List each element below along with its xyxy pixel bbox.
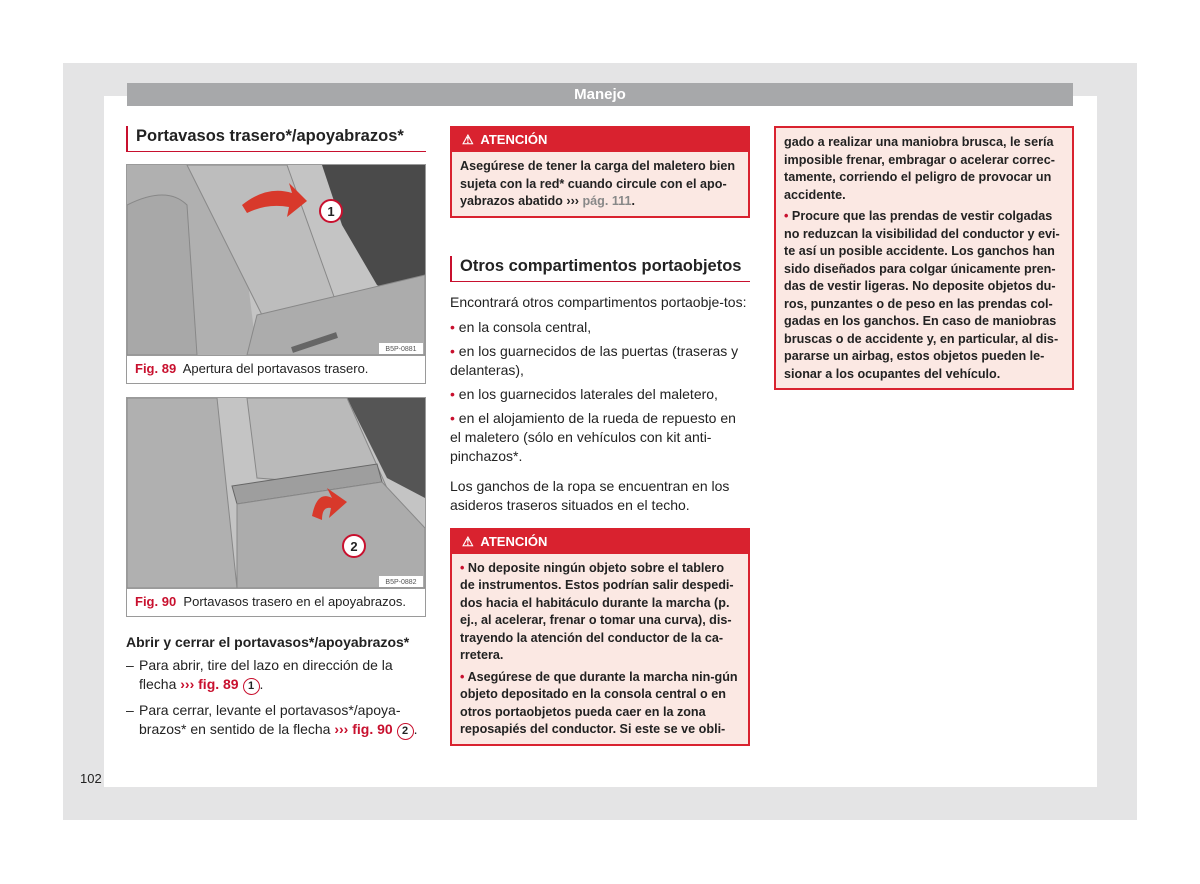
list-item: • en los guarnecidos laterales del maletero, [450,385,718,402]
warning-item: • No deposite ningún objeto sobre el tablero de instrumentos. Estos podrían salir despedi-dos hacia el habitáculo durante la marcha (p. ej., al acelerar, frenar o tomar una curva), dis-trayendo la atención del conductor de la ca-rretera. [460,560,734,662]
section-heading: Otros compartimentos portaobjetos [450,256,750,282]
figure-90 [126,397,426,617]
list-item: • en el alojamiento de la rueda de repuesto en el maletero (sólo en vehículos con kit anti-pinchazos*. [450,409,736,464]
page-number: 102 [80,771,102,786]
figure-label: Fig. 89 [135,361,177,376]
page-link[interactable]: pág. 111 [582,194,632,208]
fig-link[interactable]: fig. 89 [198,676,239,692]
figure-caption: Apertura del portavasos trasero. [182,361,369,376]
figure-label: Fig. 90 [135,594,177,609]
marker-2: 2 [397,723,414,740]
warning-box-continued: gado a realizar una maniobra brusca, le sería imposible frenar, embragar o acelerar correc-tamente, corriendo el peligro de provocar un accidente. • Procure que las prendas de vestir colgadas no reduzcan la visibilidad del conductor y evi-te así un posible accidente. Los ganchos han sido diseñados para colgar únicamente pren-das de vestir ligeras. No deposite objetos du-ros, punzantes o de peso en las prendas col-gadas en los ganchos. En caso de maniobras bruscas o de accidente y, en particular, al dis-pararse un airbag, estos objetos pueden le-sionar a los ocupantes del vehículo. [774,126,1074,390]
section-heading: Portavasos trasero*/apoyabrazos* [126,126,426,152]
paragraph: Encontrará otros compartimentos portaobje-tos: [450,293,747,310]
middle-column [450,126,750,746]
figure-caption: Portavasos trasero en el apoyabrazos. [183,594,406,609]
warning-item: • Procure que las prendas de vestir colgadas no reduzcan la visibilidad del conductor y evi-te así un posible accidente. Los ganchos han sido diseñados para colgar únicamente pren-das de vestir ligeras. No deposite objetos du-ros, punzantes o de peso en las prendas col-gadas en los ganchos. En caso de maniobras bruscas o de accidente y, en particular, al dis-pararse un airbag, estos objetos pueden le-sionar a los ocupantes del vehículo. [784,209,1060,381]
figure-code: B5P-0882 [385,579,417,586]
warning-item: • Asegúrese de que durante la marcha nin-gún objeto depositado en la consola central o en otros portaobjetos pueda caer en la zona reposapiés del conductor. Si este se ve obli- [460,669,738,736]
marker-2: 2 [350,539,358,554]
warning-icon: ⚠ [462,533,474,549]
figure-code: B5P-0881 [385,346,417,353]
list-item: • en los guarnecidos de las puertas (traseras y delanteras), [450,342,739,378]
right-column [774,126,1074,390]
step: – Para cerrar, levante el portavasos*/apoya-brazos* en sentido de la flecha ››› fig. 90 2 . [126,701,426,740]
list-item: • en la consola central, [450,318,592,335]
step: – Para abrir, tire del lazo en dirección de la flecha ››› fig. 89 1 . [126,656,426,695]
warning-box: ⚠ ATENCIÓN • No deposite ningún objeto sobre el tablero de instrumentos. Estos podrían salir despedi-dos hacia el habitáculo durante la marcha (p. ej., al acelerar, frenar o tomar una curva), dis-trayendo la atención del conductor de la ca-rretera. • Asegúrese de que durante la marcha nin-gún objeto depositado en la consola central o en otros portaobjetos pueda caer en la zona reposapiés del conductor. Si este se ve obli- [450,528,750,746]
warning-icon: ⚠ [462,132,474,147]
warning-box: ⚠ ATENCIÓN Asegúrese de tener la carga del maletero bien sujeta con la red* cuando circule con el apo-yabrazos abatido ››› pág. 111. [450,126,750,218]
section-header: Manejo [127,83,1073,106]
subheading: Abrir y cerrar el portavasos*/apoyabrazos* [126,634,410,650]
armrest-illustration [127,398,425,588]
figure-89 [126,164,426,384]
marker-1: 1 [327,204,335,219]
paragraph: Los ganchos de la ropa se encuentran en los asideros traseros situados en el techo. [450,477,730,513]
left-column [126,126,426,740]
fig-link[interactable]: fig. 90 [352,721,393,737]
rear-seat-illustration [127,165,425,355]
marker-1: 1 [243,678,260,695]
